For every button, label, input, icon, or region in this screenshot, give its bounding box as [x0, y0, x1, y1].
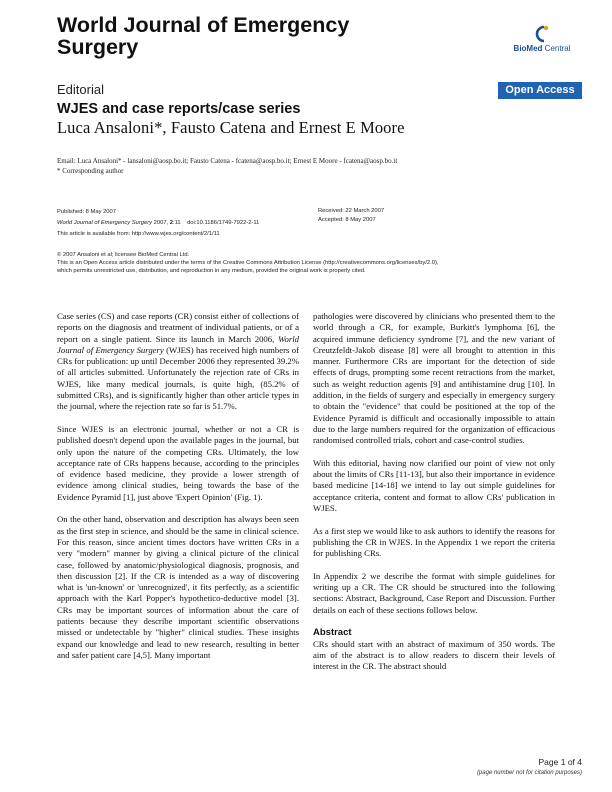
body-column-right [313, 311, 555, 684]
paragraph: pathologies were discovered by clinicians who presented them to the world through a CR, for example, Burkitt's lymphoma [6], the acquired immune deficiency syndrome [7], and the new variant of Creutzfeldt-Jakob disease [8] were all brought to attention in this manner. Furthermore CRs are important for the detection of side effects of drugs, prompting some recent retractions from the market, such as weight reduction agents [9] and antihistamine drug [10]. In addition, in the fields of surgery and especially in emergency surgery to obtain the "evidence" that could be positioned at the top of the Evidence Pyramid is difficult and occasionally impossible to attain due to the large numbers required for the organization of efficacious randomised controlled trials, cohort and case-control studies. [313, 311, 555, 446]
received-accepted [318, 207, 384, 225]
logo-text-bold: BioMed [513, 44, 543, 53]
paragraph: Since WJES is an electronic journal, whether or not a CR is published doesn't depend upon the available pages in the journal, but only upon the nature of the competing CRs. Ultimately, the low acceptance rate of CRs happens because, according to the principles of evidence based medicine, they provide a lower strength of evidence among clinical studies, being towards the base of the Evidence Pyramid [1], just above 'Expert Opinion' (Fig. 1). [57, 423, 299, 502]
paragraph: With this editorial, having now clarified our point of view not only about the limits of CRs [11-13], but also their importance in evidence based medicine [14-18] we intend to lay out simple guidelines for acceptance criteria, content and format to allow CRs' publication in WJES. [313, 457, 555, 514]
paragraph: In Appendix 2 we describe the format with simple guidelines for writing up a CR. The CR should be structured into the following sections: Abstract, Background, Case Report and Discussion. Further details on each of these sections follows below. [313, 570, 555, 615]
paragraph: As a first step we would like to ask authors to identify the reasons for publishing the CR in WJES. In the Appendix 1 we report the criteria for publishing CRs. [313, 525, 555, 559]
abstract-heading: Abstract [313, 627, 352, 639]
biomed-central-logo [502, 24, 582, 56]
paragraph: Case series (CS) and case reports (CR) consist either of collections of reports on the diagnosis and treatment of individual patients, or of a report on a single patient. Since its launch in March 2006, World Journal of Emergency Surgery (WJES) has received high numbers of CRs for publication: up until December 2006 they represented 39.2% of all articles submitted. Unfortunately the rejection rate of CRs in WJES, like many medical journals, is quite high, (85.2% of submitted CRs), and is significantly higher than other article types in the journal, where the rejection rate so far is 51.7%. [57, 311, 299, 412]
abstract-paragraph: CRs should start with an abstract of maximum of 350 words. The aim of the abstract is to allow readers to discern their levels of interest in the CR. The abstract should [313, 638, 555, 672]
article-title: WJES and case reports/case series [57, 101, 301, 117]
biomed-central-logo-icon [531, 24, 553, 44]
journal-title: World Journal of Emergency Surgery [57, 13, 350, 59]
license-line-2: which permits unrestricted use, distribution, and reproduction in any medium, provided the original work is properly cited. [57, 268, 366, 274]
received-date: Received: 22 March 2007 [318, 208, 385, 214]
accepted-date: Accepted: 8 May 2007 [318, 217, 376, 223]
citation: World Journal of Emergency Surgery 2007, 2:11 doi:10.1186/1749-7922-2-11 [57, 220, 260, 226]
corresponding-author-note: * Corresponding author [57, 167, 124, 175]
author-emails: Email: Luca Ansaloni* - lansaloni@aosp.bo.it; Fausto Catena - fcatena@aosp.bo.it; Ernest E Moore - fcatena@aosp.bo.it [57, 157, 398, 165]
copyright-line: © 2007 Ansaloni et al; licensee BioMed Central Ltd. [57, 252, 190, 258]
license-line-1: This is an Open Access article distributed under the terms of the Creative Commons Attribution License (http://creativecommons.org/licenses/by/2.0), [57, 260, 439, 266]
article-type: Editorial [57, 82, 104, 97]
copyright-block [57, 251, 557, 275]
article-url[interactable]: This article is available from: http://www.wjes.org/content/2/1/11 [57, 231, 220, 237]
logo-text: Central [542, 44, 571, 53]
published-date: Published: 8 May 2007 [57, 209, 116, 215]
page-number-note: (page number not for citation purposes) [476, 770, 582, 776]
open-access-badge: Open Access [498, 82, 582, 99]
page-number: Page 1 of 4 [538, 757, 582, 767]
publication-meta [57, 207, 259, 240]
body-column-left [57, 311, 299, 673]
paragraph: On the other hand, observation and description has always been seen as the first step in science, and should be the same in clinical science. For this reason, since ancient times doctors have written CRs in a very "modern" manner by giving a clinical picture of the clinical case, followed by anatomic/physiological diagnosis, prognosis, and then discussion [2]. If the CR is intended as a way of discovering what is 'un-known' or 'unrecognized', it fits perfectly, as a scientific approach with the Karl Popper's hypothetico-deductive model [3]. CRs may be important sources of information about the care of patients because they describe important scientific observations missed or undetectable by "higher" clinical studies. These insights expand our knowledge and lead to new research, resulting in better and safer patient care [4,5]. Many important [57, 514, 299, 660]
author-emails-block [57, 156, 397, 176]
authors: Luca Ansaloni*, Fausto Catena and Ernest E Moore [57, 118, 405, 137]
